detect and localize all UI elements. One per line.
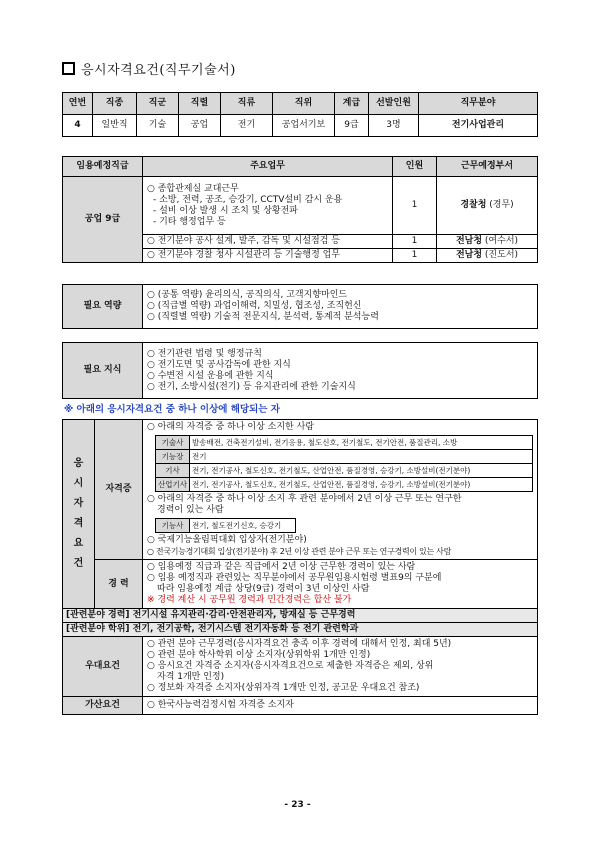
duties-table [62,156,538,263]
dept-cell: 전남청 (여수서) [437,235,538,249]
page-number: - 23 - [284,800,311,810]
additional-row: 가산요건 ○ 한국사능력검정시험 자격증 소지자 [63,697,538,715]
preference-label: 우대요건 [63,637,143,697]
cert-list-table-2: 기능사 전기, 철도전기신호, 승강기 [155,518,296,533]
duty-list: ○ 종합관제실 교대근무 - 소방, 전력, 공조, 승강기, CCTV설비 감시 운용 - 설비 이상 발생 시 조치 및 상황전파 - 기타 행정업무 등 [143,177,393,235]
section-title: 응시자격요건(직무기술서) [62,60,236,76]
position-table [62,92,538,137]
qualification-career-row [63,560,538,609]
duties-row: ○ 전기분야 공사 설계, 발주, 감독 및 시설점검 등 1 전남청 (여수서) [63,235,538,249]
qualification-main-label: 응 시 자 격 요 건 [63,420,95,609]
preference-content: ○ 관련 분야 근무경력(응시자격요건 충족 이후 경력에 대해서 인정, 최대 5년) ○ 관련 분야 학사학위 이상 소지자(상위학위 1개만 인정) ○ 응시요건 자격증 소지자(응시자격요건으로 제출한 자격증은 제외, 상위 자격 1개만 인정) ○ 정보화 자격증 소지자(상위자격 1개만 인정, 공고문 우대요건 참조) [143,637,538,697]
knowledge-table [62,342,538,399]
additional-label: 가산요건 [63,697,143,715]
knowledge-label: 필요 지식 [63,343,143,399]
preference-row [63,637,538,697]
dept-cell: 경찰청 (경무) [437,177,538,235]
checkbox-icon [62,62,75,75]
competency-label: 필요 역량 [63,285,143,329]
field-major-row: [관련분야 학위] 전기, 전기공학, 전기시스템 전기자동화 등 전기 관련학과 [63,623,538,637]
requirement-notice: ※ 아래의 응시자격요건 중 하나 이상에 해당되는 자 [64,404,280,415]
qualification-cert-row [63,420,538,560]
duties-row: ○ 전기분야 경찰 청사 시설관리 등 기술행정 업무 1 전남청 (진도서) [63,249,538,263]
career-label: 경 력 [95,560,143,609]
dept-cell: 전남청 (진도서) [437,249,538,263]
cert-content: ○ 아래의 자격증 중 하나 이상 소지한 사람 기술사 발송배전, 건축전기설비, 전기응용, 철도신호, 전기철도, 전기안전, 품질관리, 소방 기능장 전기 기사 전기, 전기공사, 철도신호, 전기철도, 산업안전, 품질경영, 승강기, 소방설비(전기분야) 산업기사 전기, 전기공사, 철도신호, 전기철도, 산업안전, 품질경영, 승강기, 소방설비(전기분야) ○ 아래의 자격증 중 하나 이상 소지 후 관련 분야에서 2년 이상 근무 또는 연구한 경력이 있는 사람 기능사 전기, 철도전기신호, 승강기 ○ 국제기능올림픽대회 입상자(전기분야) ○ 전국기능경기대회 입상(전기분야) 후 2년 이상 관련 분야 근무 또는 연구경력이 있는 사람 [143,420,538,560]
career-content: ○ 임용예정 직급과 같은 직급에서 2년 이상 근무한 경력이 있는 사람 ○ 임용 예정직과 관련있는 직무분야에서 공무원임용시험령 별표9의 구분에 따라 임용예정 계급 상당(9급) 경력이 3년 이상인 사람 ※ 경력 계산 시 공무원 경력과 민간경력은 합산 불가 [143,560,538,609]
competency-list: ○ (공통 역량) 윤리의식, 공직의식, 고객지향마인드 ○ (직급별 역량) 과업이해력, 치밀성, 협조성, 조직헌신 ○ (직렬별 역량) 기술적 전문지식, 분석력, 통계적 분석능력 [143,285,538,329]
field-career-row: [관련분야 경력] 전기시설 유지관리·감리·안전관리자, 방재실 등 근무경력 [63,609,538,623]
grade-cell: 공업 9급 [63,177,143,263]
duties-table-header: 임용예정직급 주요업무 인원 근무예정부서 [63,157,538,177]
position-table-header: 연번 직종 직군 직렬 직류 직위 계급 선발인원 직무분야 [63,93,538,115]
cert-list-table: 기술사 발송배전, 건축전기설비, 전기응용, 철도신호, 전기철도, 전기안전, 품질관리, 소방 기능장 전기 기사 전기, 전기공사, 철도신호, 전기철도, 산업안전, 품질경영, 승강기, 소방설비(전기분야) 산업기사 전기, 전기공사, 철도신호, 전기철도, 산업안전, 품질경영, 승강기, 소방설비(전기분야) [155,435,533,492]
competency-table [62,284,538,329]
position-table-row: 4 일반직 기술 공업 전기 공업서기보 9급 3명 전기사업관리 [63,115,538,137]
qualification-table [62,419,538,715]
duties-row: 공업 9급 ○ 종합관제실 교대근무 - 소방, 전력, 공조, 승강기, CCTV설비 감시 운용 - 설비 이상 발생 시 조치 및 상황전파 - 기타 행정업무 등 1 경찰청 (경무) [63,177,538,235]
cert-label: 자격증 [95,420,143,560]
knowledge-list: ○ 전기관련 법령 및 행정규칙 ○ 전기도면 및 공사감독에 관한 지식 ○ 수변전 시설 운용에 관한 지식 ○ 전기, 소방시설(전기) 등 유지관리에 관한 기술지식 [143,343,538,399]
